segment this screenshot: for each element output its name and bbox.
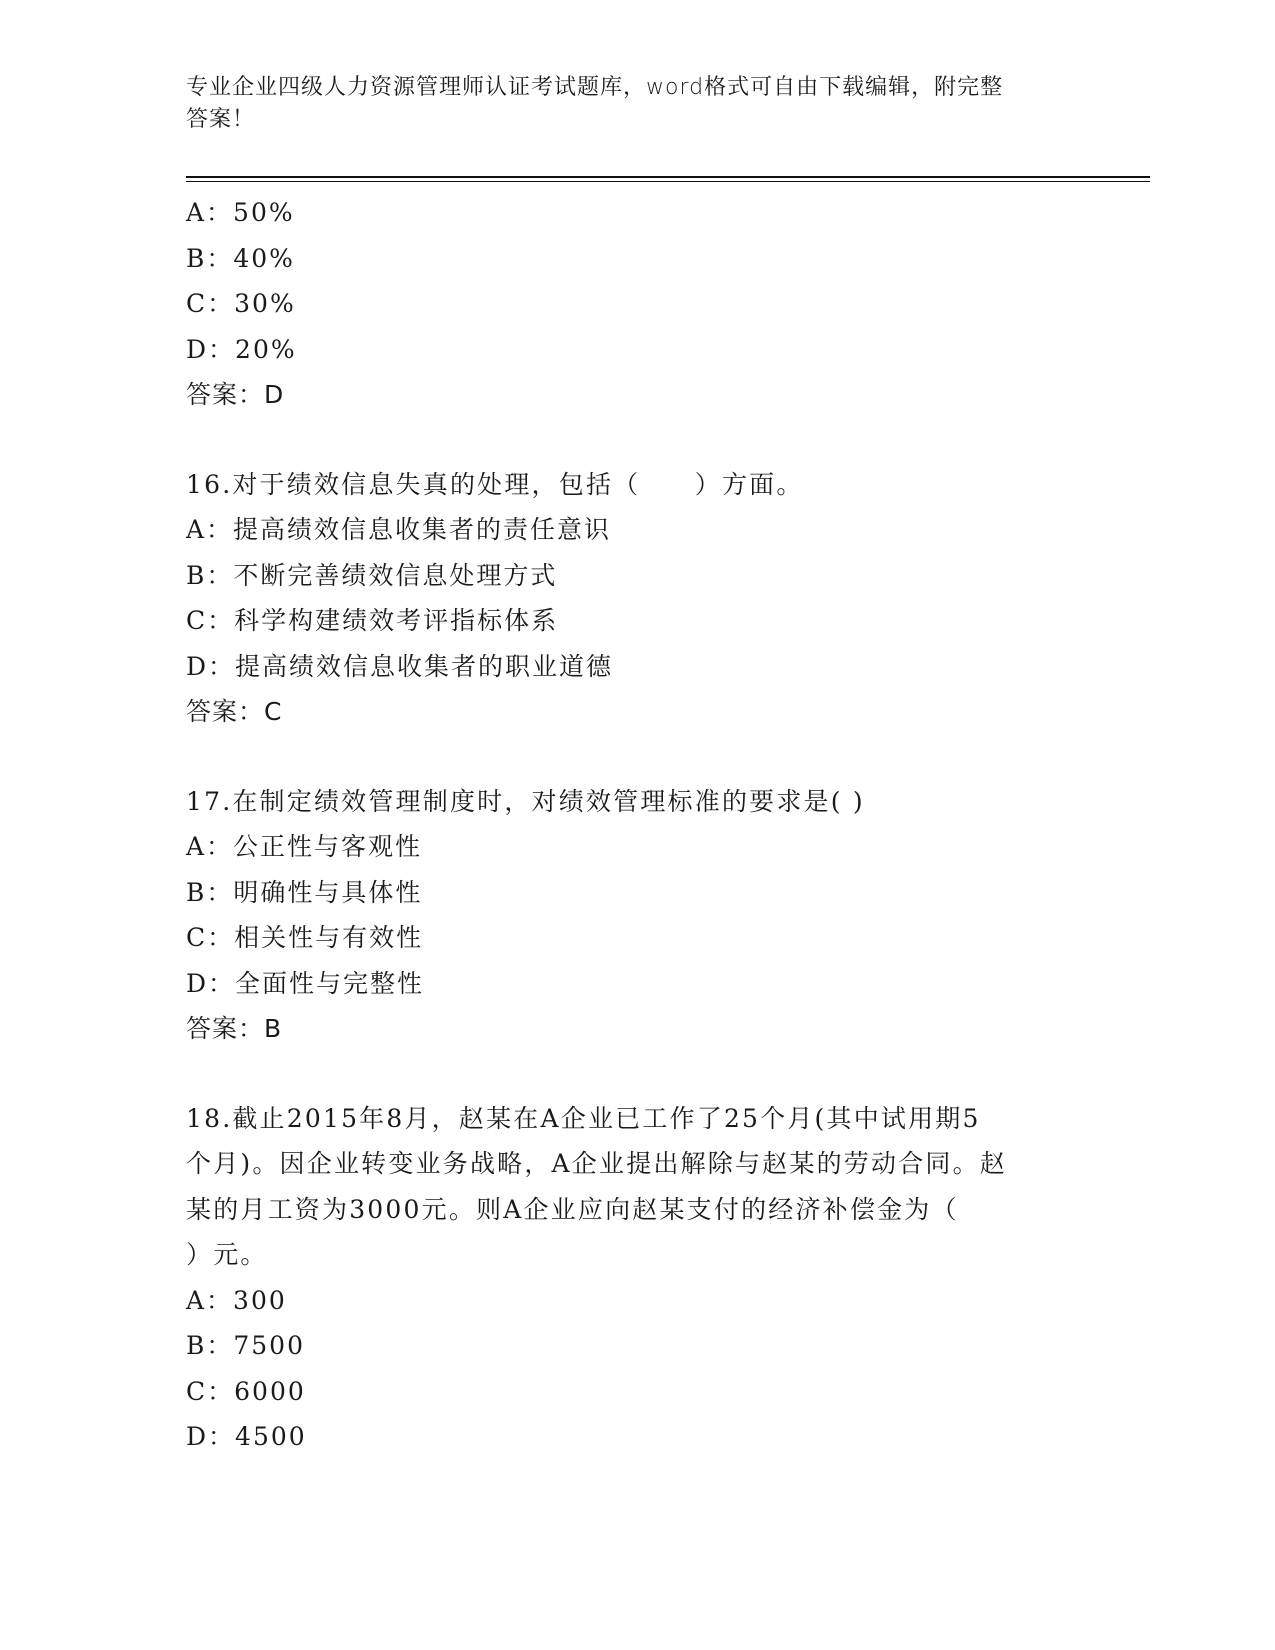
option-c: C：相关性与有效性: [186, 923, 424, 952]
document-header: [186, 72, 1066, 136]
header-line-2: 答案！: [186, 107, 256, 132]
question-list: [186, 190, 1086, 1460]
header-rule-thin: [186, 181, 1150, 182]
option-d: D：提高绩效信息收集者的职业道德: [186, 651, 614, 681]
question-text-line-2: 个月)。因企业转变业务战略，A企业提出解除与赵某的劳动合同。赵: [186, 1149, 1008, 1178]
header-rule-thick: [186, 176, 1150, 178]
option-d: D：20%: [186, 334, 297, 364]
option-d: D：4500: [186, 1422, 307, 1451]
option-a: A：300: [186, 1285, 287, 1315]
question-15-tail: [186, 190, 1086, 418]
option-b: B：40%: [186, 243, 295, 273]
question-text-line-4: ）元。: [186, 1240, 268, 1269]
answer-line: 答案：D: [186, 380, 285, 409]
answer-line: 答案：C: [186, 697, 283, 726]
option-b: B：明确性与具体性: [186, 877, 423, 907]
option-a: A：提高绩效信息收集者的责任意识: [186, 515, 612, 544]
question-text: 17.在制定绩效管理制度时，对绩效管理标准的要求是( ): [186, 786, 865, 816]
header-line-1: 专业企业四级人力资源管理师认证考试题库，word格式可自由下载编辑，附完整: [186, 75, 1004, 100]
question-18: [186, 1096, 1086, 1460]
option-a: A：公正性与客观性: [186, 832, 423, 861]
option-c: C：30%: [186, 289, 296, 318]
spacer: [186, 735, 1086, 779]
question-16: [186, 462, 1086, 735]
option-c: C：6000: [186, 1376, 306, 1406]
question-text-line-1: 18.截止2015年8月，赵某在A企业已工作了25个月(其中试用期5: [186, 1103, 981, 1133]
option-c: C：科学构建绩效考评指标体系: [186, 606, 559, 635]
spacer: [186, 418, 1086, 462]
option-b: B：不断完善绩效信息处理方式: [186, 560, 558, 590]
question-text: 16.对于绩效信息失真的处理，包括（ ）方面。: [186, 469, 804, 499]
question-text-line-3: 某的月工资为3000元。则A企业应向赵某支付的经济补偿金为（: [186, 1194, 959, 1224]
answer-line: 答案：B: [186, 1014, 283, 1043]
option-a: A：50%: [186, 198, 295, 227]
option-d: D：全面性与完整性: [186, 968, 425, 998]
spacer: [186, 1052, 1086, 1096]
option-b: B：7500: [186, 1331, 305, 1360]
question-17: [186, 779, 1086, 1052]
